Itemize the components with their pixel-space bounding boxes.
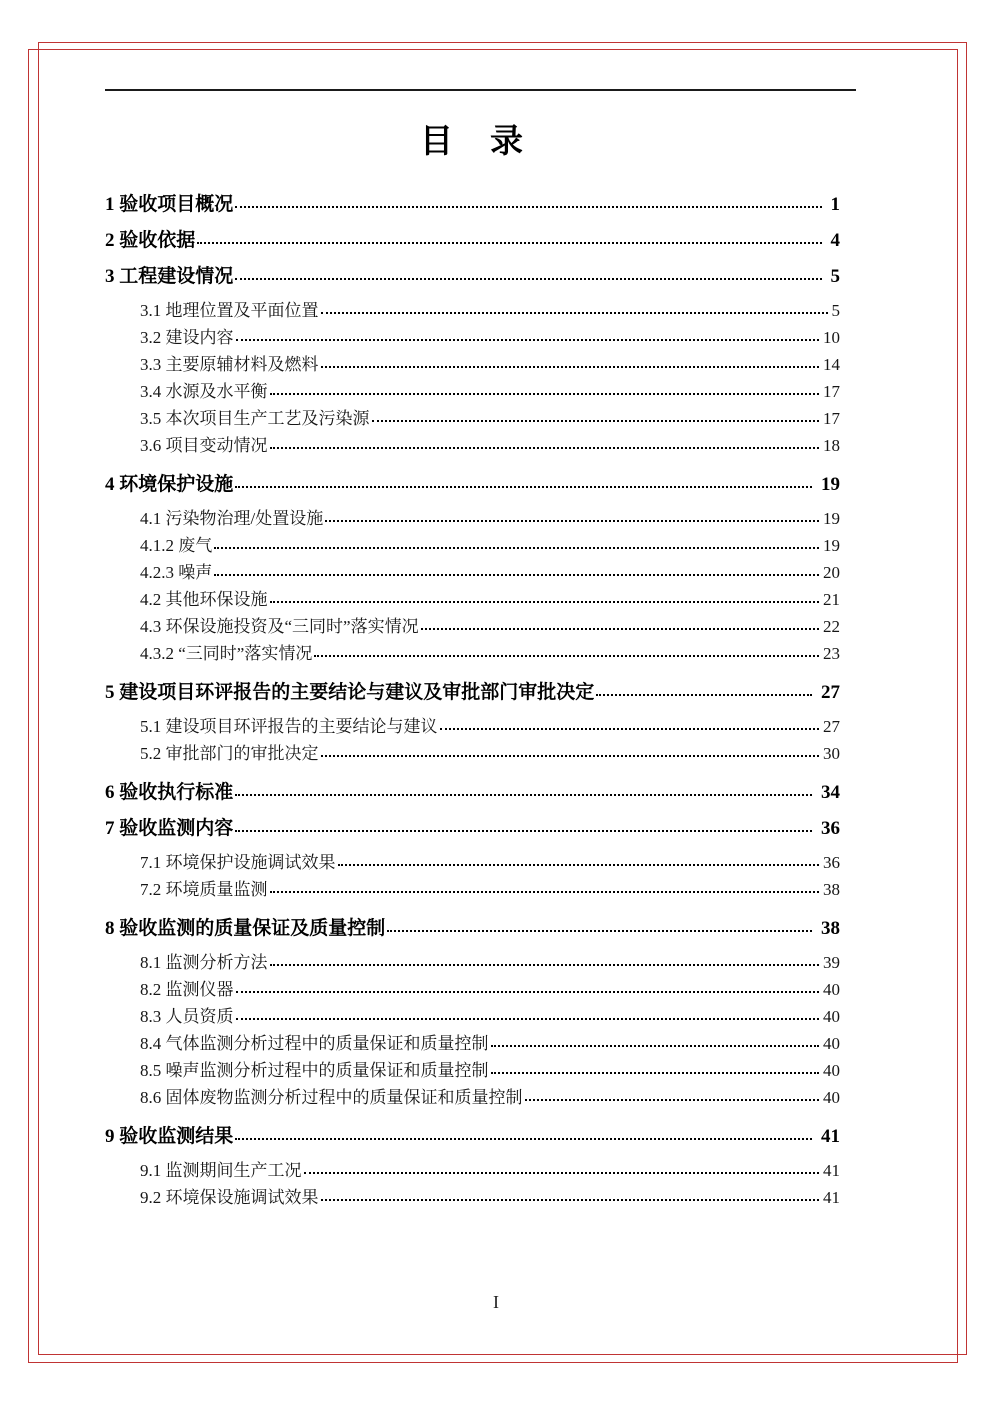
- toc-entry-label: 5.1 建设项目环评报告的主要结论与建议: [140, 717, 438, 736]
- toc-dot-leader: [235, 278, 821, 280]
- toc-entry-page-number: 23: [823, 644, 840, 663]
- toc-entry-page-number: 41: [823, 1188, 840, 1207]
- toc-entry[interactable]: [105, 849, 840, 876]
- toc-entry[interactable]: [105, 740, 840, 767]
- toc-entry-page-number: 40: [823, 1007, 840, 1026]
- toc-entry-page-number: 27: [823, 717, 840, 736]
- toc-dot-leader: [321, 755, 820, 757]
- toc-dot-leader: [270, 964, 820, 966]
- toc-entry-label: 8.6 固体废物监测分析过程中的质量保证和质量控制: [140, 1088, 523, 1107]
- toc-dot-leader: [270, 393, 820, 395]
- toc-entry[interactable]: [105, 266, 840, 287]
- toc-dot-leader: [491, 1072, 820, 1074]
- toc-entry[interactable]: [105, 949, 840, 976]
- toc-entry[interactable]: [105, 1057, 840, 1084]
- toc-entry-page-number: 40: [823, 1034, 840, 1053]
- toc-entry-page-number: 19: [823, 509, 840, 528]
- toc-entry-label: 3 工程建设情况: [105, 266, 234, 287]
- toc-entry-page-number: 39: [823, 953, 840, 972]
- toc-entry[interactable]: [105, 640, 840, 667]
- toc-entry-page-number: 4: [830, 230, 840, 251]
- toc-entry[interactable]: [105, 1003, 840, 1030]
- toc-dot-leader: [235, 486, 812, 488]
- toc-entry-page-number: 41: [823, 1161, 840, 1180]
- toc-dot-leader: [440, 728, 820, 730]
- toc-entry-label: 9.2 环境保设施调试效果: [140, 1188, 319, 1207]
- toc-entry-label: 3.6 项目变动情况: [140, 436, 268, 455]
- toc-entry[interactable]: [105, 351, 840, 378]
- toc-dot-leader: [314, 655, 819, 657]
- toc-entry-label: 3.1 地理位置及平面位置: [140, 301, 319, 320]
- toc-dot-leader: [214, 547, 819, 549]
- toc-entry-label: 8.2 监测仪器: [140, 980, 234, 999]
- toc-dot-leader: [304, 1172, 820, 1174]
- toc-dot-leader: [270, 891, 820, 893]
- toc-entry[interactable]: [105, 1126, 840, 1147]
- toc-entry-label: 3.2 建设内容: [140, 328, 234, 347]
- toc-entry-label: 7 验收监测内容: [105, 818, 234, 839]
- toc-entry-label: 4.3 环保设施投资及“三同时”落实情况: [140, 617, 419, 636]
- toc-dot-leader: [235, 206, 821, 208]
- toc-dot-leader: [270, 447, 820, 449]
- toc-entry-label: 9.1 监测期间生产工况: [140, 1161, 302, 1180]
- toc-entry-page-number: 27: [821, 682, 840, 703]
- toc-dot-leader: [387, 930, 812, 932]
- toc-entry[interactable]: [105, 976, 840, 1003]
- toc-entry-page-number: 41: [821, 1126, 840, 1147]
- toc-dot-leader: [338, 864, 820, 866]
- toc-entry[interactable]: [105, 918, 840, 939]
- toc-dot-leader: [214, 574, 819, 576]
- toc-entry[interactable]: [105, 324, 840, 351]
- toc-entry-page-number: 18: [823, 436, 840, 455]
- toc-entry[interactable]: [105, 1184, 840, 1211]
- toc-entry-page-number: 5: [830, 266, 840, 287]
- toc-entry-label: 4.1 污染物治理/处置设施: [140, 509, 324, 528]
- toc-entry-label: 7.2 环境质量监测: [140, 880, 268, 899]
- toc-entry-label: 5.2 审批部门的审批决定: [140, 744, 319, 763]
- toc-dot-leader: [596, 694, 812, 696]
- toc-dot-leader: [321, 1199, 820, 1201]
- toc-dot-leader: [197, 242, 821, 244]
- header-rule: [105, 89, 856, 91]
- toc-entry-label: 3.5 本次项目生产工艺及污染源: [140, 409, 370, 428]
- toc-entry-page-number: 19: [823, 536, 840, 555]
- toc-entry[interactable]: [105, 559, 840, 586]
- toc-entry-page-number: 38: [821, 918, 840, 939]
- toc-dot-leader: [421, 628, 819, 630]
- page-number-footer: I: [493, 1292, 499, 1312]
- toc-entry-label: 4.3.2 “三同时”落实情况: [140, 644, 313, 663]
- toc-dot-leader: [325, 520, 819, 522]
- toc-entry-label: 6 验收执行标准: [105, 782, 234, 803]
- toc-entry-label: 8.1 监测分析方法: [140, 953, 268, 972]
- toc-entry-page-number: 36: [823, 853, 840, 872]
- toc-entry[interactable]: [105, 682, 840, 703]
- toc-dot-leader: [235, 794, 812, 796]
- toc-entry-label: 4 环境保护设施: [105, 474, 234, 495]
- toc-entry-page-number: 30: [823, 744, 840, 763]
- toc-entry[interactable]: [105, 194, 840, 215]
- toc-entry[interactable]: [105, 1157, 840, 1184]
- toc-entry[interactable]: [105, 586, 840, 613]
- toc-entry-page-number: 40: [823, 1088, 840, 1107]
- toc-entry-page-number: 14: [823, 355, 840, 374]
- toc-dot-leader: [525, 1099, 820, 1101]
- toc-entry-page-number: 5: [831, 301, 840, 320]
- toc-entry-label: 3.3 主要原辅材料及燃料: [140, 355, 319, 374]
- toc-dot-leader: [321, 312, 828, 314]
- toc-entry-page-number: 17: [823, 409, 840, 428]
- toc-dot-leader: [321, 366, 820, 368]
- toc-entry-page-number: 20: [823, 563, 840, 582]
- toc-dot-leader: [372, 420, 820, 422]
- toc-entry-page-number: 36: [821, 818, 840, 839]
- toc-entry-page-number: 1: [830, 194, 840, 215]
- toc-entry-page-number: 19: [821, 474, 840, 495]
- toc-dot-leader: [235, 1138, 812, 1140]
- toc-entry-page-number: 38: [823, 880, 840, 899]
- toc-entry-page-number: 17: [823, 382, 840, 401]
- toc-entry-page-number: 40: [823, 980, 840, 999]
- toc-entry-label: 4.2 其他环保设施: [140, 590, 268, 609]
- toc-entry[interactable]: [105, 432, 840, 459]
- toc-entry[interactable]: [105, 505, 840, 532]
- page-content: [105, 120, 840, 1211]
- toc-entry-label: 1 验收项目概况: [105, 194, 234, 215]
- toc-entry-label: 3.4 水源及水平衡: [140, 382, 268, 401]
- toc-entry[interactable]: [105, 230, 840, 251]
- toc-dot-leader: [491, 1045, 820, 1047]
- toc-entry-label: 7.1 环境保护设施调试效果: [140, 853, 336, 872]
- toc-entry[interactable]: [105, 297, 840, 324]
- toc-entry-page-number: 22: [823, 617, 840, 636]
- toc-entry[interactable]: [105, 782, 840, 803]
- toc-entry-page-number: 40: [823, 1061, 840, 1080]
- toc-entry[interactable]: [105, 818, 840, 839]
- toc-entry-page-number: 21: [823, 590, 840, 609]
- toc-entry-label: 2 验收依据: [105, 230, 196, 251]
- toc-dot-leader: [236, 1018, 820, 1020]
- page-title: 目 录: [420, 124, 525, 160]
- toc-dot-leader: [235, 830, 812, 832]
- toc-entry[interactable]: [105, 378, 840, 405]
- toc-entry[interactable]: [105, 876, 840, 903]
- toc-list: [105, 194, 840, 1211]
- toc-entry[interactable]: [105, 405, 840, 432]
- toc-entry-label: 5 建设项目环评报告的主要结论与建议及审批部门审批决定: [105, 682, 595, 703]
- toc-dot-leader: [236, 991, 820, 993]
- toc-entry-page-number: 10: [823, 328, 840, 347]
- toc-entry-label: 8.3 人员资质: [140, 1007, 234, 1026]
- toc-dot-leader: [270, 601, 820, 603]
- toc-entry[interactable]: [105, 713, 840, 740]
- toc-entry-label: 4.1.2 废气: [140, 536, 213, 555]
- toc-entry[interactable]: [105, 1084, 840, 1111]
- toc-entry[interactable]: [105, 532, 840, 559]
- toc-entry[interactable]: [105, 474, 840, 495]
- toc-entry-label: 8.4 气体监测分析过程中的质量保证和质量控制: [140, 1034, 489, 1053]
- toc-entry-label: 9 验收监测结果: [105, 1126, 234, 1147]
- toc-entry-label: 8.5 噪声监测分析过程中的质量保证和质量控制: [140, 1061, 489, 1080]
- toc-entry[interactable]: [105, 613, 840, 640]
- toc-entry-label: 4.2.3 噪声: [140, 563, 213, 582]
- toc-dot-leader: [236, 339, 820, 341]
- toc-entry-page-number: 34: [821, 782, 840, 803]
- toc-entry-label: 8 验收监测的质量保证及质量控制: [105, 918, 386, 939]
- toc-entry[interactable]: [105, 1030, 840, 1057]
